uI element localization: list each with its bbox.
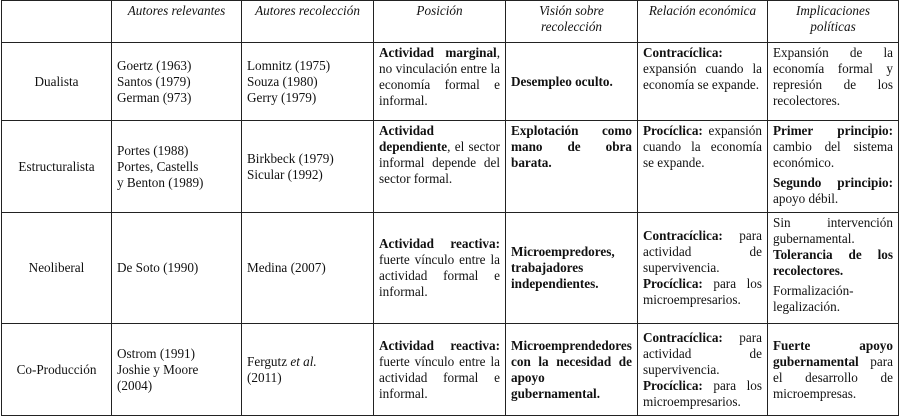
author: De Soto (1990) (117, 260, 199, 275)
header-autores-recoleccion: Autores recolección (242, 1, 374, 43)
author: Sicular (1992) (247, 166, 323, 182)
autores-recoleccion-cell (242, 121, 374, 213)
author-etal: et al. (290, 353, 317, 369)
header-vision: Visión sobre recolección (506, 1, 638, 43)
posicion-bold: Actividad reactiva: (379, 337, 500, 353)
author: Goertz (1963) (117, 57, 192, 73)
relacion-item (643, 378, 762, 410)
relacion-bold: Contracíclica: (643, 45, 723, 60)
table-row (2, 121, 899, 213)
implicaciones-cell (768, 213, 899, 324)
implicacion-item (773, 283, 893, 315)
posicion-bold: Actividad dependiente (379, 123, 448, 154)
posicion-cell (374, 121, 506, 213)
posicion-text: , no vinculación entre la economía formal e informal. (379, 45, 500, 108)
relacion-bold: Contracíclica: (643, 228, 723, 243)
relacion-cell (638, 43, 768, 121)
author: Santos (1979) (117, 73, 191, 89)
header-relacion: Relación económica (638, 1, 768, 43)
author: y Benton (1989) (117, 174, 204, 190)
implicacion-bold: Segundo principio: (773, 175, 893, 190)
posicion-cell (374, 43, 506, 121)
vision-text: Microempredores, trabajadores independientes. (511, 244, 615, 291)
posicion-bold: Actividad marginal (379, 45, 497, 60)
relacion-item (643, 228, 762, 276)
row-label-coproduccion: Co-Producción (2, 324, 112, 416)
relacion-bold: Procíclica: (643, 377, 703, 393)
implicacion-text: Formalización-legalización. (773, 283, 854, 314)
posicion-text: , el sector informal depende del sector formal. (379, 139, 500, 186)
row-label-dualista: Dualista (2, 43, 112, 121)
header-implicaciones: Implicaciones políticas (768, 1, 899, 43)
posicion-cell (374, 213, 506, 324)
relacion-item (643, 276, 762, 308)
row-label-neoliberal: Neoliberal (2, 213, 112, 324)
vision-text: Desempleo oculto. (511, 73, 613, 89)
posicion-text: fuerte vínculo entre la actividad formal e informal. (379, 353, 500, 401)
implicacion-item (773, 215, 893, 247)
author: Medina (2007) (247, 260, 326, 275)
author-year: (2011) (247, 369, 282, 385)
implicacion-item (773, 247, 893, 279)
implicaciones-text: Expansión de la economía formal y represión de los recolectores. (773, 45, 893, 108)
vision-text: Explotación como mano de obra barata. (511, 123, 632, 170)
autores-relevantes-cell (112, 121, 242, 213)
relacion-text: expansión cuando la economía se expande. (643, 123, 762, 170)
author: Portes (1988) (117, 142, 189, 158)
posicion-bold: Actividad reactiva: (379, 236, 500, 251)
row-label-estructuralista: Estructuralista (2, 121, 112, 213)
implicaciones-cell (768, 121, 899, 213)
header-row (2, 1, 899, 43)
implicacion-text: Sin intervención gubernamental. (773, 215, 893, 246)
relacion-text: para actividad de supervivencia. (643, 329, 762, 377)
author: Gerry (1979) (247, 89, 317, 105)
implicacion-item (773, 175, 893, 207)
vision-cell (506, 324, 638, 416)
posicion-cell (374, 324, 506, 416)
header-autores-relevantes: Autores relevantes (112, 1, 242, 43)
autores-recoleccion-cell (242, 324, 374, 416)
relacion-cell (638, 324, 768, 416)
implicacion-item (773, 123, 893, 171)
autores-recoleccion-cell (242, 43, 374, 121)
author: Souza (1980) (247, 73, 318, 89)
relacion-item (643, 330, 762, 378)
author: Ostrom (1991) (117, 345, 196, 361)
relacion-text: para actividad de supervivencia. (643, 228, 762, 275)
table-row (2, 43, 899, 121)
table-row (2, 213, 899, 324)
relacion-text: expansión cuando la economía se expande. (643, 61, 762, 92)
implicacion-text: para el desarrollo de microempresas. (773, 353, 893, 401)
autores-relevantes-cell (112, 213, 242, 324)
vision-cell (506, 121, 638, 213)
implicaciones-cell (768, 324, 899, 416)
autores-relevantes-cell (112, 43, 242, 121)
author: Portes, Castells (117, 158, 199, 174)
vision-cell (506, 43, 638, 121)
header-posicion: Posición (374, 1, 506, 43)
relacion-cell (638, 121, 768, 213)
implicacion-text: cambio del sistema económico. (773, 139, 893, 170)
relacion-text: para los microempresarios. (643, 377, 762, 409)
relacion-text: para los microempresarios. (643, 276, 762, 307)
autores-relevantes-cell (112, 324, 242, 416)
vision-cell (506, 213, 638, 324)
table-row (2, 324, 899, 416)
implicaciones-cell (768, 43, 899, 121)
relacion-cell (638, 213, 768, 324)
vision-text: Microemprendedores con la necesidad de apoyo gubernamental. (511, 337, 632, 401)
comparison-table (1, 0, 899, 416)
author: (2004) (117, 377, 153, 393)
implicacion-bold: Primer principio: (773, 123, 893, 138)
author: Joshie y Moore (117, 361, 199, 377)
header-empty (2, 1, 112, 43)
author: Fergutz (247, 353, 291, 369)
autores-recoleccion-cell (242, 213, 374, 324)
relacion-bold: Procíclica: (643, 123, 703, 138)
relacion-bold: Procíclica: (643, 276, 703, 291)
implicacion-bold: Fuerte apoyo gubernamental (773, 337, 893, 369)
implicacion-text: apoyo débil. (773, 191, 839, 206)
relacion-bold: Contracíclica: (643, 329, 723, 345)
implicacion-bold: Tolerancia de los recolectores. (773, 247, 893, 278)
author: Lomnitz (1975) (247, 57, 331, 73)
author: German (973) (117, 89, 192, 105)
posicion-text: fuerte vínculo entre la actividad formal e informal. (379, 252, 500, 299)
author: Birkbeck (1979) (247, 150, 334, 166)
